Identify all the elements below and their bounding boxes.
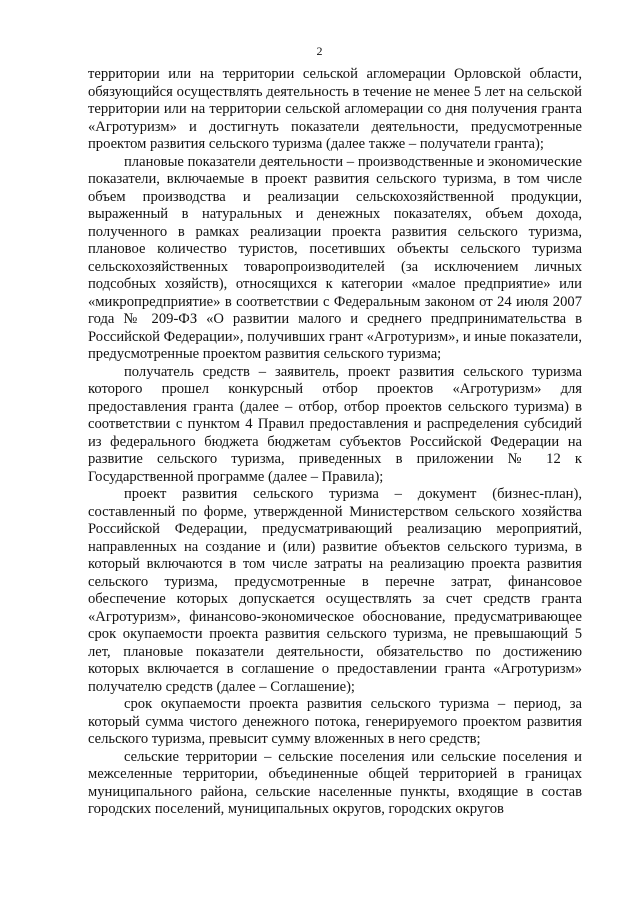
paragraph-recipients-continuation: территории или на территории сельской агломерации Орловской области, обязующийся осуществлять деятельность в течение не менее 5 лет на сельской территории или на территории сельской агломерации со дня получения гранта «Агротуризм» и достигнуть показатели деятельности, предусмотренные проектом развития сельского туризма (далее также – получатели гранта);: [88, 66, 582, 152]
paragraph-funds-recipient: получатель средств – заявитель, проект развития сельского туризма которого прошел конкурсный отбор проектов «Агротуризм» для предоставления гранта (далее – отбор, отбор проектов сельского туризма) в соответствии с пунктом 4 Правил предоставления и распределения субсидий из федерального бюджета бюджетам субъектов Российской Федерации на развитие сельского туризма, приведенных в приложении № 12 к Государственной программе (далее – Правила);: [88, 363, 582, 485]
paragraph-tourism-project: проект развития сельского туризма – документ (бизнес-план), составленный по форме, утвержденной Министерством сельского хозяйства Российской Федерации, предусматривающий реализацию мероприятий, направленных на создание и (или) развитие объектов сельского туризма, в который включаются в том числе затраты на реализацию проекта развития сельского туризма, предусмотренные в перечне затрат, финансовое обеспечение которых допускается осуществлять за счет средств гранта «Агротуризм», финансово-экономическое обоснование, предусматривающее срок окупаемости проекта развития сельского туризма, не превышающий 5 лет, плановые показатели деятельности, обязательство по достижению которых включается в соглашение о предоставлении гранта «Агротуризм» получателю средств (далее – Соглашение);: [88, 486, 582, 695]
paragraph-rural-territories: сельские территории – сельские поселения или сельские поселения и межселенные территории, объединенные общей территорией в границах муниципального района, сельские населенные пункты, входящие в состав городских поселений, муниципальных округов, городских округов: [88, 748, 582, 817]
paragraph-planned-indicators: плановые показатели деятельности – производственные и экономические показатели, включаемые в проект развития сельского туризма, в том числе объем производства и реализации сельскохозяйственной продукции, выраженный в натуральных и денежных показателях, объем дохода, полученного в рамках реализации проекта развития сельского туризма, плановое количество туристов, посетивших объекты сельского туризма сельскохозяйственных товаропроизводителей (за исключением личных подсобных хозяйств), относящихся к категории «малое предприятие» или «микропредприятие» в соответствии с Федеральным законом от 24 июля 2007 года № 209-ФЗ «О развитии малого и среднего предпринимательства в Российской Федерации», получивших грант «Агротуризм», и иные показатели, предусмотренные проектом развития сельского туризма;: [88, 153, 582, 362]
paragraph-payback-period: срок окупаемости проекта развития сельского туризма – период, за который сумма чистого денежного потока, генерируемого проектом развития сельского туризма, превысит сумму вложенных в него средств;: [88, 696, 582, 747]
page-number: 2: [316, 44, 323, 58]
document-body: [88, 66, 582, 819]
